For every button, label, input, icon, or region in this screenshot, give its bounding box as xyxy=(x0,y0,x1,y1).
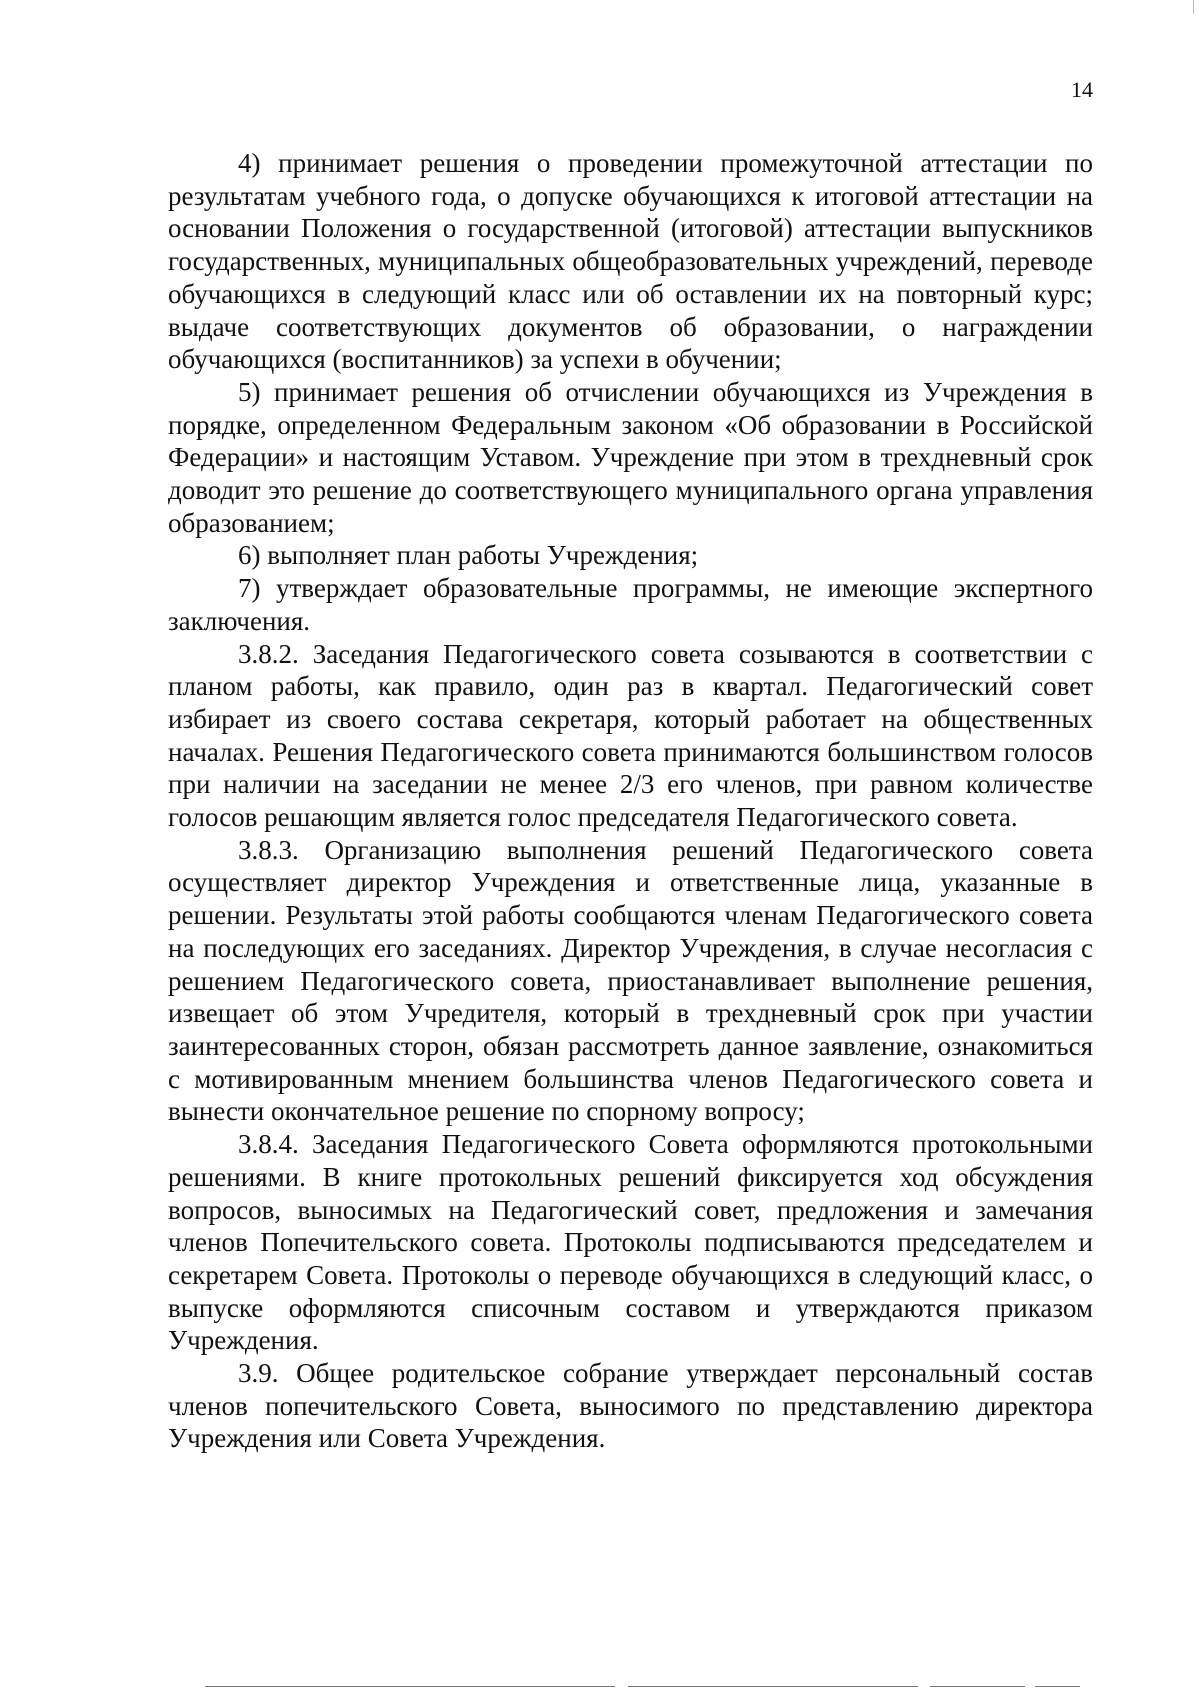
bottom-scan-line xyxy=(628,1686,918,1687)
paragraph-item-5: 5) принимает решения об отчислении обучающихся из Учреждения в порядке, определенном Федеральным законом «Об образовании в Российской Федерации» и настоящим Уставом. Учреждение при этом в трехдневный срок доводит это решение до соответствующего муниципального органа управления образованием; xyxy=(168,376,1093,538)
paragraph-3-8-4: 3.8.4. Заседания Педагогического Совета оформляются протокольными решениями. В книге протокольных решений фиксируется ход обсуждения вопросов, выносимых на Педагогический совет, предложения и замечания членов Попечительского совета. Протоколы подписываются председателем и секретарем Совета. Протоколы о переводе обучающихся в следующий класс, о выпуске оформляются списочным составом и утверждаются приказом Учреждения. xyxy=(168,1129,1093,1356)
document-body xyxy=(168,147,1093,1455)
paragraph-item-7: 7) утверждает образовательные программы, не имеющие экспертного заключения. xyxy=(168,573,1093,636)
paragraph-3-8-3: 3.8.3. Организацию выполнения решений Педагогического совета осуществляет директор Учреждения и ответственные лица, указанные в решении. Результаты этой работы сообщаются членам Педагогического совета на последующих его заседаниях. Директор Учреждения, в случае несогласия с решением Педагогического совета, приостанавливает выполнение решения, извещает об этом Учредителя, который в трехдневный срок при участии заинтересованных сторон, обязан рассмотреть данное заявление, ознакомиться с мотивированным мнением большинства членов Педагогического совета и вынести окончательное решение по спорному вопросу; xyxy=(168,834,1093,1127)
paragraph-item-4: 4) принимает решения о проведении промежуточной аттестации по результатам учебного года, о допуске обучающихся к итоговой аттестации на основании Положения о государственной (итоговой) аттестации выпускников государственных, муниципальных общеобразовательных учреждений, переводе обучающихся в следующий класс или об оставлении их на повторный курс; выдаче соответствующих документов об образовании, о награждении обучающихся (воспитанников) за успехи в обучении; xyxy=(168,148,1093,375)
bottom-scan-line xyxy=(205,1686,615,1687)
scan-edge-mark xyxy=(1193,0,1194,14)
paragraph-3-8-2: 3.8.2. Заседания Педагогического совета созываются в соответствии с планом работы, как правило, один раз в квартал. Педагогический совет избирает из своего состава секретаря, который работает на общественных началах. Решения Педагогического совета принимаются большинством голосов при наличии на заседании не менее 2/3 его членов, при равном количестве голосов решающим является голос председателя Педагогического совета. xyxy=(168,638,1093,833)
page-number: 14 xyxy=(1071,77,1093,102)
paragraph-item-6: 6) выполняет план работы Учреждения; xyxy=(238,540,699,571)
paragraph-3-9: 3.9. Общее родительское собрание утверждает персональный состав членов попечительского Совета, выносимого по представлению директора Учреждения или Совета Учреждения. xyxy=(168,1358,1093,1454)
bottom-scan-line xyxy=(1035,1686,1080,1687)
bottom-scan-line xyxy=(930,1686,1025,1687)
